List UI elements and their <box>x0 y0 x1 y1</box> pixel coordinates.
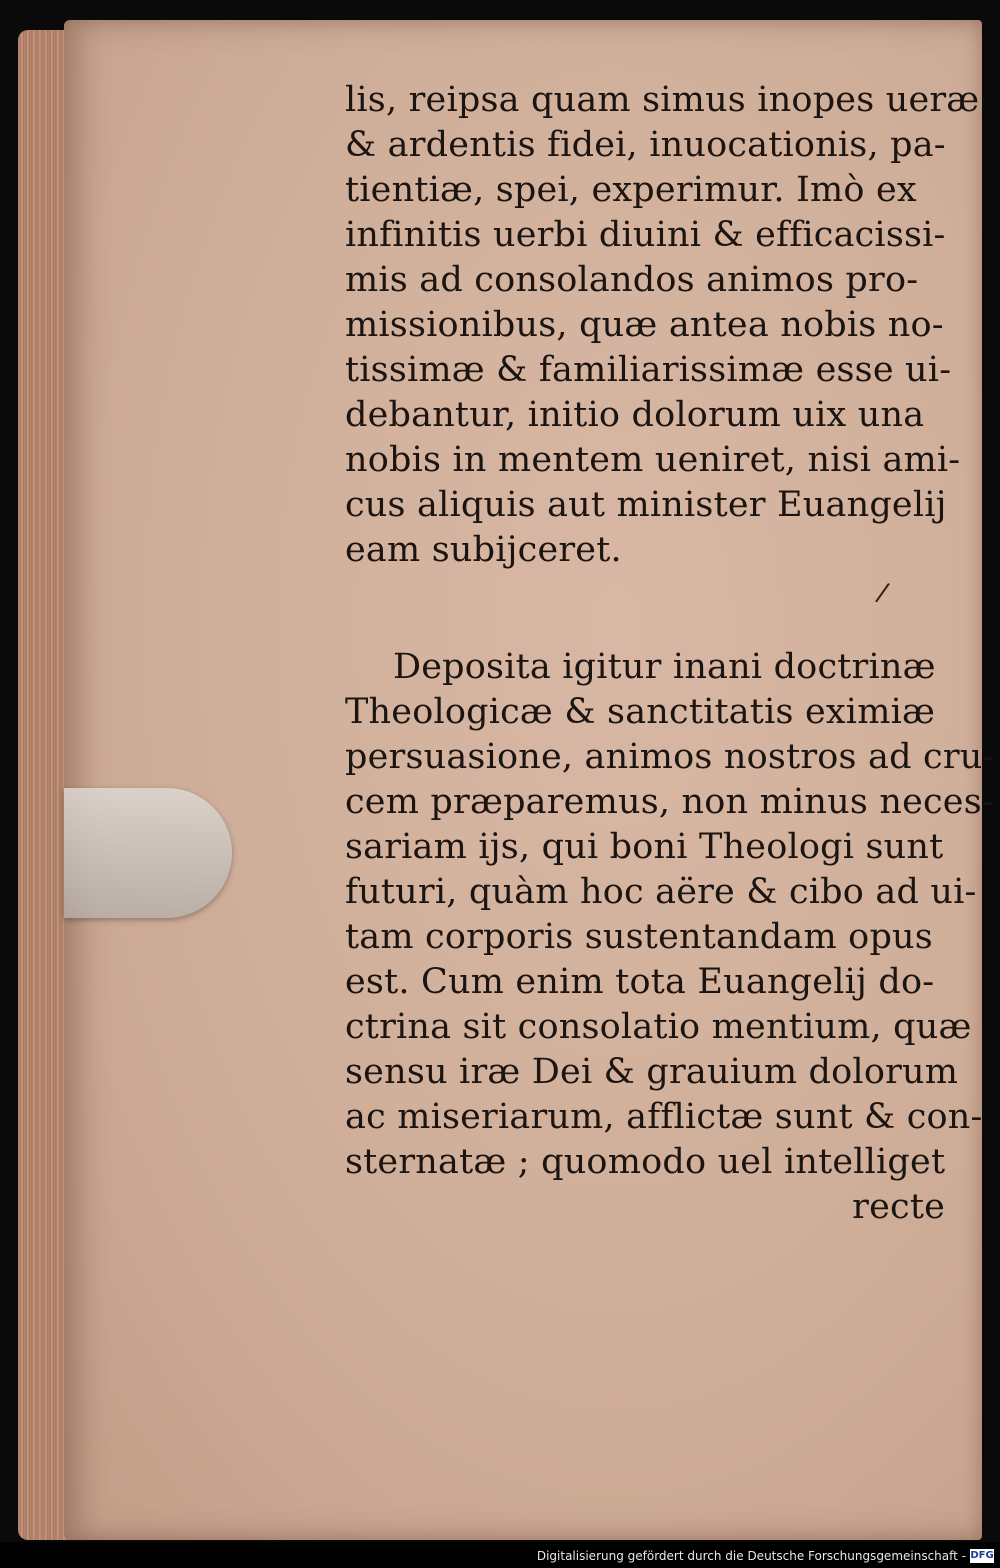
text-line: Deposita igitur inani doctrinæ <box>393 647 936 687</box>
text-line: missionibus, quæ antea nobis no- <box>345 305 944 345</box>
text-line: eam subijceret. <box>345 530 622 570</box>
text-line: & ardentis fidei, inuocationis, pa- <box>345 125 946 165</box>
catchword: recte <box>852 1187 945 1227</box>
text-line: est. Cum enim tota Euangelij do- <box>345 962 935 1002</box>
dfg-logo-icon: DFG <box>970 1550 994 1561</box>
text-line: nobis in mentem ueniret, nisi ami- <box>345 440 961 480</box>
page-text <box>345 78 995 1230</box>
text-line: lis, reipsa quam simus inopes ueræ <box>345 80 980 120</box>
text-line: infinitis uerbi diuini & efficacissi- <box>345 215 946 255</box>
text-line: mis ad consolandos animos pro- <box>345 260 919 300</box>
text-line: cus aliquis aut minister Euangelij <box>345 485 947 525</box>
text-line: Theologicæ & sanctitatis eximiæ <box>345 692 936 732</box>
text-line: tissimæ & familiarissimæ esse ui- <box>345 350 952 390</box>
page-clip <box>64 788 232 918</box>
text-line: cem præparemus, non minus neces- <box>345 782 994 822</box>
text-line: futuri, quàm hoc aëre & cibo ad ui- <box>345 872 977 912</box>
text-line: tientiæ, spei, experimur. Imò ex <box>345 170 917 210</box>
text-line: ac miseriarum, afflictæ sunt & con- <box>345 1097 983 1137</box>
paragraph-gap <box>345 573 945 645</box>
text-line: ctrina sit consolatio mentium, quæ <box>345 1007 972 1047</box>
text-line: tam corporis sustentandam opus <box>345 917 933 957</box>
text-line: debantur, initio dolorum uix una <box>345 395 925 435</box>
text-line: sariam ijs, qui boni Theologi sunt <box>345 827 944 867</box>
text-line: persuasione, animos nostros ad cru- <box>345 737 995 777</box>
footer-bar <box>0 1542 1000 1568</box>
text-line: sensu iræ Dei & grauium dolorum <box>345 1052 959 1092</box>
footer-credit: Digitalisierung gefördert durch die Deutsche Forschungsgemeinschaft - <box>536 1549 966 1563</box>
text-line: sternatæ ; quomodo uel intelliget <box>345 1142 946 1182</box>
pencil-mark-icon: / <box>873 577 892 609</box>
